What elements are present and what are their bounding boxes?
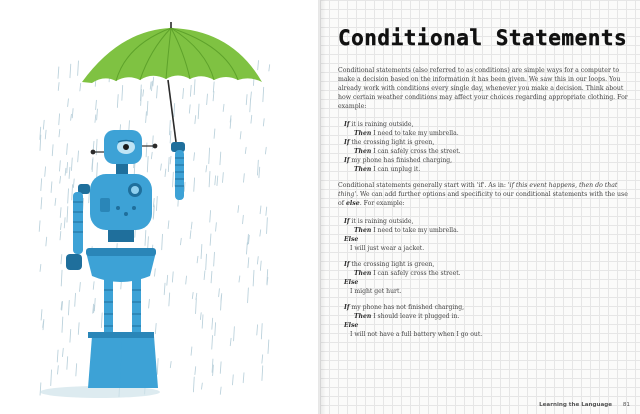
example-line: Else xyxy=(344,322,359,329)
if-then-else-example xyxy=(338,217,628,253)
example-line: I will not have a full battery when I go out. xyxy=(350,331,483,338)
example-line: Then I can safely cross the street. xyxy=(354,270,461,277)
page-number: 81 xyxy=(622,402,630,408)
if-then-else-example xyxy=(338,303,628,339)
example-line: If the crossing light is green, xyxy=(344,261,435,268)
example-line: If my phone has not finished charging, xyxy=(344,304,465,311)
footer-section-title: Learning the Language xyxy=(539,402,613,408)
page-footer xyxy=(539,402,630,408)
else-paragraph: Conditional statements generally start with 'if'. As in: 'if this event happens, then do that thing'. We can add further options and specificity to our conditional statements with the use of else. For example: xyxy=(338,182,628,207)
intro-paragraph: Conditional statements (also referred to as conditions) are simple ways for a computer to make a decision based on the information it has been given. We saw this in our loops. You already work with conditions every single day, whenever you make a decision. Think about how certain weather conditions may affect your choices regarding appropriate clothing. For example: xyxy=(338,67,628,110)
robot-icon xyxy=(66,130,185,388)
example-line: If my phone has finished charging, xyxy=(344,157,453,164)
example-line: I might get hurt. xyxy=(350,288,402,295)
example-line: If the crossing light is green, xyxy=(344,139,435,146)
text-page xyxy=(320,0,640,414)
if-then-else-example xyxy=(338,260,628,296)
example-line: If it is raining outside, xyxy=(344,121,414,128)
example-line: Else xyxy=(344,236,359,243)
example-line: Then I need to take my umbrella. xyxy=(354,227,459,234)
example-list-2 xyxy=(338,217,628,339)
example-line: Then I should leave it plugged in. xyxy=(354,313,460,320)
example-list-1 xyxy=(338,120,628,174)
example-line: Then I can safely cross the street. xyxy=(354,148,461,155)
example-line: Then I can unplug it. xyxy=(354,166,421,173)
example-line: Else xyxy=(344,279,359,286)
page-title: Conditional Statements xyxy=(338,26,628,50)
example-line: If it is raining outside, xyxy=(344,218,414,225)
book-gutter xyxy=(318,0,326,414)
example-line: I will just wear a jacket. xyxy=(350,245,425,252)
umbrella-icon xyxy=(82,22,262,148)
example-line: Then I need to take my umbrella. xyxy=(354,130,459,137)
